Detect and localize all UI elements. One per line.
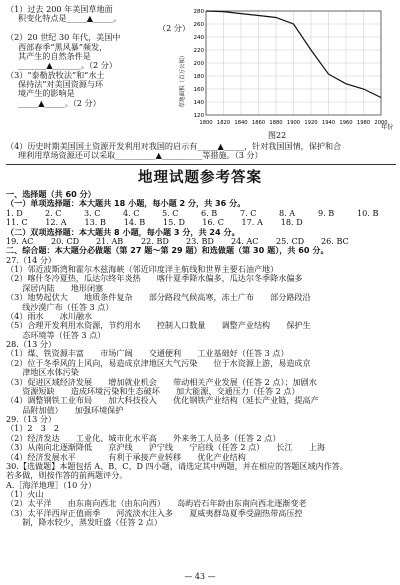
answer-item: 13. B bbox=[84, 217, 106, 228]
answer-item: 12. A bbox=[45, 217, 67, 228]
answer-item: 2. C bbox=[45, 207, 62, 218]
answer-item: 23. BD bbox=[186, 235, 214, 246]
answer-line: A.［海洋地理］（10 分） bbox=[6, 480, 97, 490]
y-axis-label: 草地面积（百万公顷） bbox=[180, 52, 186, 108]
answer-item: 14. B bbox=[123, 217, 146, 228]
answer-line: 线沙漠广布（任答 3 点） bbox=[6, 302, 114, 312]
y-tick-label: 180 bbox=[193, 74, 204, 80]
y-tick-label: 280 bbox=[193, 9, 204, 15]
answer-line: （3）太平洋西岸正值雨季 河流淡水注入多 夏威夷群岛夏季受副热带高压控 bbox=[6, 508, 303, 518]
x-tick-label: 1940 bbox=[321, 120, 336, 126]
answer-item: 3. C bbox=[84, 207, 101, 218]
answer-row bbox=[6, 218, 396, 227]
answer-item: 4. C bbox=[123, 207, 140, 218]
x-tick-label: 1900 bbox=[286, 120, 301, 126]
section-subheading: （一）单项选择题：本大题共 18 小题，每小题 2 分，共 36 分。 bbox=[6, 199, 246, 209]
x-tick-label: 1820 bbox=[216, 120, 231, 126]
answer-line: 29.（13 分） bbox=[6, 415, 57, 424]
question-4-line-1: （4）历史时期美国国土资源开发利用对我国的启示有_____▲_____，针对我国国情，保护和合 bbox=[6, 142, 342, 151]
answer-line: 深居内陆 地形闭塞 bbox=[6, 283, 104, 293]
answer-item: 11. C bbox=[6, 217, 28, 228]
question-4-line-2: 理利用草场资源还可以采取__________▲__________等措施。（3 分） bbox=[18, 151, 263, 161]
answer-item: 15. D bbox=[163, 217, 185, 228]
y-tick-label: 200 bbox=[193, 61, 204, 67]
answer-item: 22. BD bbox=[141, 235, 169, 246]
x-tick-label: 1800 bbox=[199, 120, 213, 126]
y-tick-label: 120 bbox=[193, 113, 204, 119]
section-heading: 一、选择题（共 60 分） bbox=[6, 190, 96, 199]
question-line: （2 分） bbox=[157, 23, 190, 33]
answer-line: （4）调整钢铁工业布局 加大科技投入 优化钢铁产业结构（延长产业链，提高产 bbox=[6, 396, 319, 406]
x-tick-label: 1920 bbox=[304, 120, 318, 126]
answer-item: 9. B bbox=[318, 207, 335, 218]
answer-item: 21. AB bbox=[96, 235, 124, 246]
x-axis-label: 年份 bbox=[381, 124, 394, 131]
question-4 bbox=[6, 142, 396, 161]
y-tick-label: 240 bbox=[193, 35, 204, 41]
question-line: 积变化特点是_____▲_____。 bbox=[18, 14, 122, 24]
answer-line: 态环境等（任答 3 点） bbox=[6, 330, 106, 340]
x-tick-label: 1840 bbox=[234, 120, 248, 126]
answer-item: 26. BC bbox=[321, 235, 349, 246]
answer-line: 制，降水较少，蒸发旺盛（任答 2 点） bbox=[6, 518, 162, 528]
answer-line: （3）从南向北逐渐降低 京沪线 沪宁线 宁启线（任答 2 点） 长江 上海 bbox=[6, 443, 325, 453]
answer-line: （3）促进区域经济发展 增加就业机会 带动相关产业发展（任答 2 点）；加剧水 bbox=[6, 377, 317, 387]
answer-item: 7. C bbox=[240, 207, 257, 218]
figure-label: 图22 bbox=[268, 131, 287, 140]
answer-line: （2）位于冬季风的上风向，易造成京津地区大气污染 位于水资源上游，易造成京 bbox=[6, 358, 311, 368]
y-tick-label: 140 bbox=[193, 100, 204, 106]
answer-item: 5. C bbox=[162, 207, 179, 218]
question-line: （2）20 世纪 30 年代，美国中 bbox=[6, 33, 121, 43]
answer-item: 17. A bbox=[241, 217, 263, 228]
answer-item: 8. A bbox=[279, 207, 296, 218]
x-tick-label: 1860 bbox=[251, 120, 266, 126]
answer-list bbox=[6, 256, 396, 528]
x-tick-label: 1960 bbox=[339, 120, 353, 126]
question-line: 境产生的影响是 bbox=[18, 89, 75, 99]
answer-line: （4）经济发展水平 有利于承接产业转移 优化产业结构 bbox=[6, 452, 246, 462]
answer-row bbox=[6, 237, 396, 246]
question-line: 保持法”对美国资源与环 bbox=[18, 80, 104, 89]
answer-section bbox=[6, 190, 396, 528]
answer-item: 20. CD bbox=[51, 235, 80, 246]
answer-line: （1）邻近波斯湾和霍尔木兹海峡（邻近印度洋主航线和世界主要石油产地） bbox=[6, 265, 279, 274]
answer-item: 24. AC bbox=[231, 235, 259, 246]
x-tick-label: 1980 bbox=[356, 120, 371, 126]
answer-title: 地理试题参考答案 bbox=[138, 170, 262, 186]
answer-line: （1）火山 bbox=[6, 490, 44, 499]
y-tick-label: 260 bbox=[193, 22, 204, 28]
answer-item: 6. B bbox=[201, 207, 218, 218]
answer-line: 28.（13 分） bbox=[6, 340, 57, 349]
question-line: 西部春季“黑风暴”频发， bbox=[18, 42, 108, 52]
divider bbox=[6, 164, 396, 165]
answer-line: （2）喀什冬冷夏热，瓜达尔终年炎热 喀什夏季降水偏多，瓜达尔冬季降水偏多 bbox=[6, 274, 303, 284]
answer-line: （1）煤、铁资源丰富 市场广阔 交通便利 工业基础好（任答 3 点） bbox=[6, 349, 289, 359]
x-tick-label: 2000 bbox=[374, 120, 388, 126]
page-number: — 43 — bbox=[184, 572, 216, 581]
question-line: _____▲_____。（2 分） bbox=[18, 98, 101, 108]
answer-line: （5）合理开发利用水资源，节约用水 控制人口数量 调整产业结构 保护生 bbox=[6, 321, 311, 331]
question-line: _______▲_______。（2 分） bbox=[18, 61, 117, 71]
answer-line: 30.【选做题】本题包括 A、B、C、D 四小题，请选定其中两题，并在相应的答题区域内作答。 bbox=[6, 461, 348, 471]
question-line: （1）过去 200 年美国草地面 bbox=[6, 5, 113, 14]
answer-item: 1. D bbox=[6, 207, 23, 218]
answer-item: 25. CD bbox=[276, 235, 305, 246]
answer-line: （2）经济发达 工业化、城市化水平高 外来务工人员多（任答 2 点） bbox=[6, 433, 281, 443]
answer-line: 资源短缺 造成环境污染和生态破坏 加大能源、交通压力（任答 2 点） bbox=[6, 386, 300, 396]
grassland-area-chart bbox=[176, 5, 396, 140]
answer-line: （2）太平洋 由东南向西北（由东向西） 岛屿岩石年龄由东南向西北逐渐变老 bbox=[6, 499, 307, 509]
answer-line: 品附加值） 加强环境保护 bbox=[6, 405, 124, 415]
answer-line: （3）地势起伏大 地质条件复杂 部分路段气候高寒，冻土广布 部分路段沿 bbox=[6, 293, 311, 303]
section-subheading: （二）双项选择题：本大题共 8 小题，每小题 3 分，共 24 分。 bbox=[6, 227, 240, 237]
answer-item: 16. C bbox=[202, 217, 224, 228]
answer-line: （1）2 3 2 bbox=[6, 424, 59, 434]
x-tick-label: 1880 bbox=[269, 120, 283, 126]
answer-line: 若多做，则按作答的前两题评分。 bbox=[6, 471, 128, 481]
answer-line: 27.（14 分） bbox=[6, 255, 57, 265]
top-questions bbox=[6, 5, 190, 108]
question-line: （3）“泰勒放牧法”和“水土 bbox=[6, 70, 105, 80]
question-line: 其产生的自然条件是 bbox=[18, 51, 91, 61]
section-heading: 二、综合题：本大题分必做题（第 27 题～第 29 题）和选做题（第 30 题），共 60 分。 bbox=[6, 246, 329, 256]
y-tick-label: 160 bbox=[193, 87, 204, 93]
answer-line: （4）雨水 冰川融水 bbox=[6, 311, 93, 321]
answer-line: 津地区水体污染 bbox=[6, 368, 79, 378]
answer-item: 19. AC bbox=[6, 235, 34, 246]
answer-item: 10. B bbox=[357, 207, 379, 218]
answer-item: 18. D bbox=[280, 217, 303, 228]
y-tick-label: 220 bbox=[193, 48, 204, 54]
